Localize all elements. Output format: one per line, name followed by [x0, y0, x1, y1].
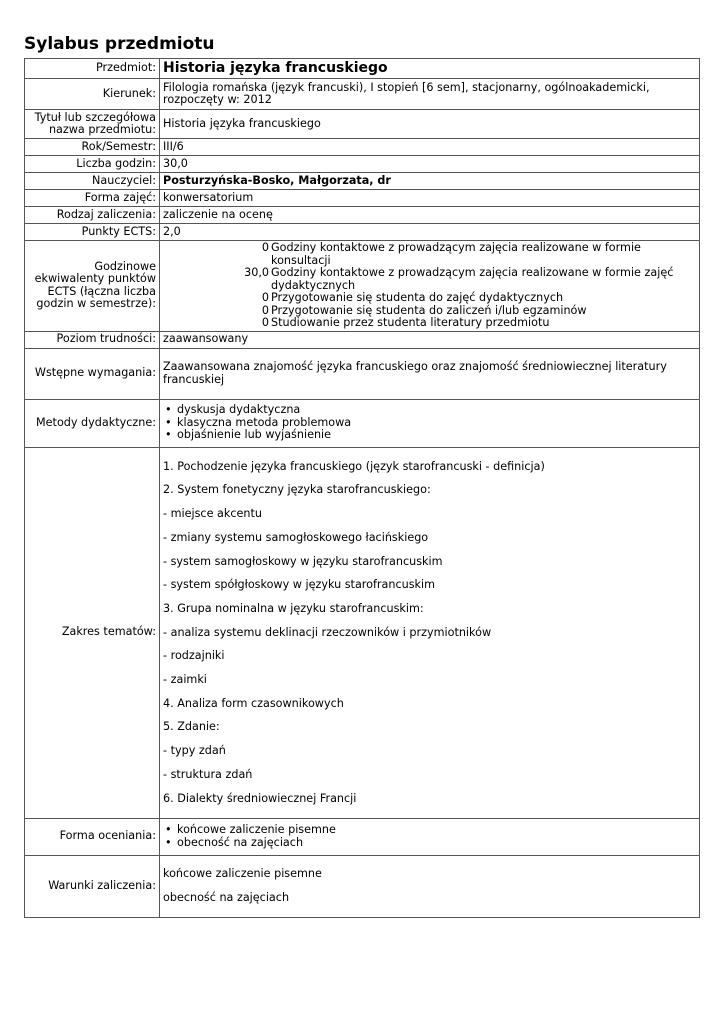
row-label: Wstępne wymagania:	[25, 348, 160, 399]
list-item: • obecność na zajęciach	[165, 837, 696, 850]
ects-desc: Godziny kontaktowe z prowadzącym zajęcia realizowane w formie konsultacji	[271, 241, 641, 267]
ects-hours: 30,0	[244, 266, 269, 279]
topic-item: - zaimki	[163, 673, 207, 687]
ects-item	[163, 292, 696, 305]
row-godziny	[25, 156, 700, 173]
row-label: Forma oceniania:	[25, 818, 160, 855]
year-semester: III/6	[160, 139, 700, 156]
row-label: Przedmiot:	[25, 59, 160, 79]
syllabus-table	[24, 58, 700, 918]
subject-name: Historia języka francuskiego	[160, 59, 700, 79]
topic-item: 6. Dialekty średniowiecznej Francji	[163, 791, 357, 805]
row-label: Nauczyciel:	[25, 173, 160, 190]
ects-hours: 0	[261, 241, 269, 254]
row-label: Godzinowe ekwiwalenty punktów ECTS (łączna liczba godzin w semestrze):	[25, 241, 160, 332]
row-label: Poziom trudności:	[25, 331, 160, 348]
row-label: Forma zajęć:	[25, 190, 160, 207]
assessment-type: zaliczenie na ocenę	[160, 207, 700, 224]
ects-desc: Przygotowanie się studenta do zaliczeń i/lub egzaminów	[271, 303, 587, 317]
hours-count: 30,0	[160, 156, 700, 173]
row-metody	[25, 399, 700, 447]
topic-item: 2. System fonetyczny języka starofrancuskiego:	[163, 483, 431, 497]
topic-item: - struktura zdań	[163, 767, 253, 781]
row-kierunek	[25, 79, 700, 110]
row-label: Rok/Semestr:	[25, 139, 160, 156]
topic-item: 4. Analiza form czasownikowych	[163, 696, 344, 710]
row-warunki	[25, 855, 700, 917]
row-ekwiwalenty	[25, 241, 700, 332]
row-zakres	[25, 447, 700, 818]
row-label: Punkty ECTS:	[25, 224, 160, 241]
row-label: Zakres tematów:	[25, 447, 160, 818]
list-item: • klasyczna metoda problemowa	[165, 417, 696, 430]
field-of-study: Filologia romańska (język francuski), I stopień [6 sem], stacjonarny, ogólnoakademicki, rozpoczęty w: 2012	[160, 79, 700, 110]
ects-hours: 0	[261, 291, 269, 304]
methods-list	[163, 404, 696, 442]
ects-points: 2,0	[160, 224, 700, 241]
row-label: Warunki zaliczenia:	[25, 855, 160, 917]
row-zaliczenie	[25, 207, 700, 224]
topic-item: - rodzajniki	[163, 649, 225, 663]
topic-item: - system samogłoskowy w języku starofrancuskim	[163, 554, 443, 568]
row-nauczyciel	[25, 173, 700, 190]
ects-item	[163, 317, 696, 330]
prerequisites: Zaawansowana znajomość języka francuskiego oraz znajomość średniowiecznej literatury francuskiej	[160, 348, 700, 399]
topic-item: 1. Pochodzenie języka francuskiego (język starofrancuski - definicja)	[163, 459, 545, 473]
condition-item: końcowe zaliczenie pisemne	[163, 867, 322, 881]
row-rok	[25, 139, 700, 156]
row-tytul	[25, 110, 700, 139]
topic-item: 5. Zdanie:	[163, 720, 220, 734]
ects-hours: 0	[261, 303, 269, 317]
ects-hours: 0	[261, 316, 269, 329]
topic-item: - analiza systemu deklinacji rzeczowników i przymiotników	[163, 625, 492, 639]
row-label: Metody dydaktyczne:	[25, 399, 160, 447]
pass-conditions	[160, 855, 700, 917]
topic-item: - miejsce akcentu	[163, 507, 262, 521]
detailed-name: Historia języka francuskiego	[160, 110, 700, 139]
page-title: Sylabus przedmiotu	[24, 34, 215, 54]
row-forma	[25, 190, 700, 207]
row-przedmiot	[25, 59, 700, 79]
row-poziom	[25, 331, 700, 348]
ects-desc: Godziny kontaktowe z prowadzącym zajęcia realizowane w formie zajęć dydaktycznych	[271, 266, 674, 292]
condition-item: obecność na zajęciach	[163, 891, 290, 904]
list-item: • objaśnienie lub wyjaśnienie	[165, 429, 696, 442]
grading-form	[160, 818, 700, 855]
ects-desc: Studiowanie przez studenta literatury przedmiotu	[271, 316, 550, 329]
grading-list	[163, 824, 696, 849]
class-form: konwersatorium	[160, 190, 700, 207]
row-label: Kierunek:	[25, 79, 160, 110]
topic-item: - typy zdań	[163, 744, 226, 758]
row-ocenianie	[25, 818, 700, 855]
ects-item	[163, 242, 696, 267]
row-label: Rodzaj zaliczenia:	[25, 207, 160, 224]
ects-desc: Przygotowanie się studenta do zajęć dydaktycznych	[271, 291, 564, 304]
teaching-methods	[160, 399, 700, 447]
row-ects	[25, 224, 700, 241]
list-item: • dyskusja dydaktyczna	[165, 404, 696, 417]
topic-item: - zmiany systemu samogłoskowego łacińskiego	[163, 530, 429, 544]
topic-item: - system spółgłoskowy w języku starofrancuskim	[163, 578, 436, 592]
ects-item	[163, 267, 696, 292]
topic-item: 3. Grupa nominalna w języku starofrancuskim:	[163, 601, 424, 615]
teacher-name: Posturzyńska-Bosko, Małgorzata, dr	[160, 173, 700, 190]
row-label: Liczba godzin:	[25, 156, 160, 173]
row-wymagania	[25, 348, 700, 399]
difficulty-level: zaawansowany	[160, 331, 700, 348]
list-item: • końcowe zaliczenie pisemne	[165, 824, 696, 837]
topics-list	[160, 447, 700, 818]
ects-equivalents	[160, 241, 700, 332]
row-label: Tytuł lub szczegółowa nazwa przedmiotu:	[25, 110, 160, 139]
